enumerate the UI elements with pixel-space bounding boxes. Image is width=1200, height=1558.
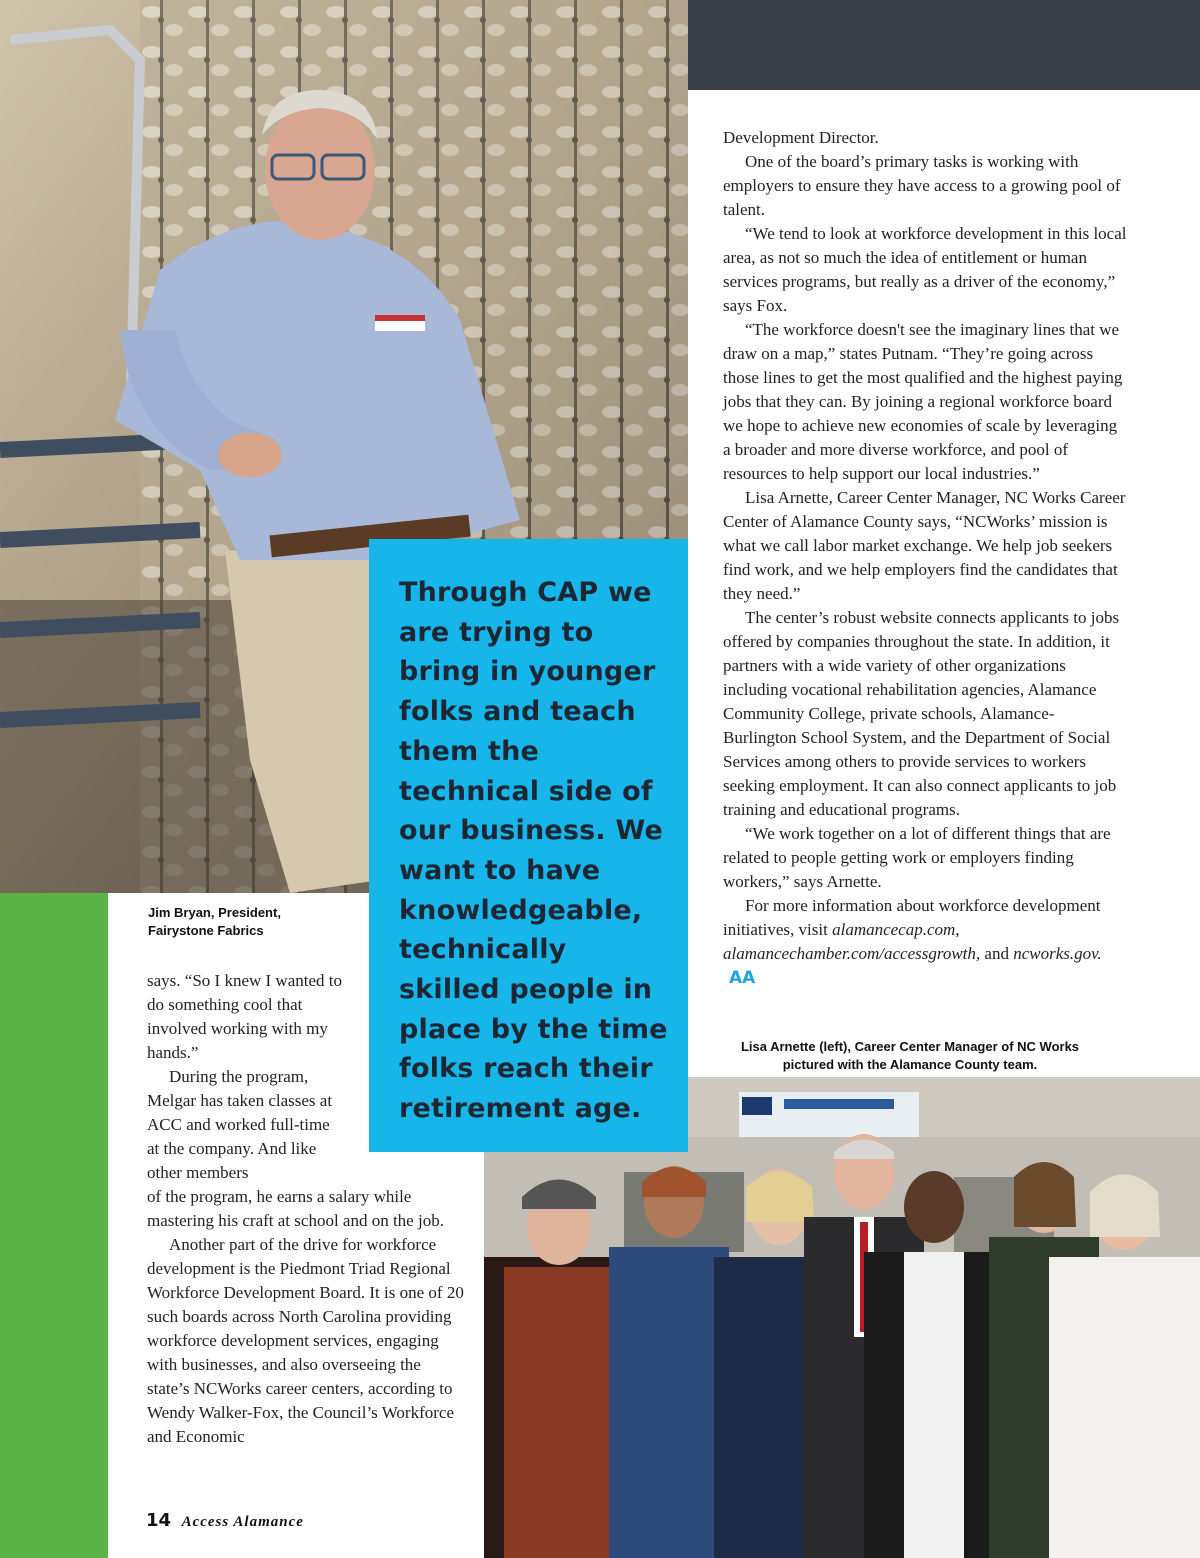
side-green-bar <box>0 893 108 1558</box>
page-footer <box>146 1510 304 1531</box>
caption-lisa-line1: Lisa Arnette (left), Career Center Manager of NC Works <box>740 1039 1080 1054</box>
caption-jim-line1: Jim Bryan, President, <box>148 905 281 920</box>
body-paragraph: of the program, he earns a salary while mastering his craft at school and on the job. <box>147 1187 444 1230</box>
and-word: and <box>984 944 1009 963</box>
caption-lisa-line2: pictured with the Alamance County team. <box>782 1057 1038 1072</box>
page-number: 14 <box>146 1510 172 1531</box>
end-mark-logo: AA <box>729 968 756 988</box>
header-dark-bar <box>688 0 1200 90</box>
pull-quote-box <box>369 539 688 1152</box>
left-column-paragraph-1 <box>147 969 357 1065</box>
right-column <box>723 126 1128 990</box>
caption-jim-line2: Fairystone Fabrics <box>148 923 264 938</box>
link-ncworks[interactable]: ncworks.gov. <box>1013 944 1102 963</box>
body-paragraph: Lisa Arnette, Career Center Manager, NC Works Career Center of Alamance County says, “NCWorks’ mission is what we call labor market exchange. We help job seekers find work, and we help employers find the candidates that they need.” <box>723 488 1126 603</box>
body-paragraph: Another part of the drive for workforce development is the Piedmont Triad Regional Workforce Development Board. It is one of 20 such boards across North Carolina providing workforce development services, engaging with businesses, and also overseeing the state’s NCWorks career centers, according to Wendy Walker-Fox, the Council’s Workforce and Economic <box>147 1235 464 1446</box>
body-paragraph: “The workforce doesn't see the imaginary lines that we draw on a map,” states Putnam. “They’re going across those lines to get the most qualified and the highest paying jobs that they can. By joining a regional workforce board we hope to achieve new economies of scale by leveraging a broader and more diverse workforce, and pool of resources to help support our local industries.” <box>723 320 1123 483</box>
body-paragraph: The center’s robust website connects applicants to jobs offered by companies throughout the state. In addition, it partners with a wide variety of other organizations including vocational rehabilitation agencies, Alamance Community College, private schools, Alamance-Burlington School System, and the Department of Social Services among others to provide services to workers seeking employment. It can also connect applicants to job training and educational programs. <box>723 608 1120 819</box>
caption-jim-bryan <box>148 904 358 940</box>
body-paragraph: “We work together on a lot of different things that are related to people getting work or employers finding workers,” says Arnette. <box>723 824 1111 891</box>
body-paragraph: One of the board’s primary tasks is working with employers to ensure they have access to a growing pool of talent. <box>723 152 1121 219</box>
links-lead-text: For more information about workforce development initiatives, visit <box>723 896 1101 939</box>
body-paragraph: During the program, Melgar has taken classes at ACC and worked full-time at the company. And like other members <box>147 1067 333 1182</box>
pull-quote-text: Through CAP we are trying to bring in younger folks and teach them the technical side of our business. We want to have knowledgeable, technically skilled people in place by the time folks reach their retirement age. <box>399 577 668 1125</box>
magazine-name: Access Alamance <box>181 1514 304 1530</box>
body-paragraph: Development Director. <box>723 128 879 147</box>
body-paragraph: says. “So I knew I wanted to do something cool that involved working with my hands.” <box>147 971 342 1062</box>
caption-lisa-arnette <box>700 1038 1120 1074</box>
link-alamancechamber[interactable]: alamancechamber.com/accessgrowth, <box>723 944 981 963</box>
body-paragraph-links <box>723 894 1128 990</box>
left-column-paragraph-3 <box>147 1185 467 1449</box>
body-paragraph: “We tend to look at workforce development in this local area, as not so much the idea of entitlement or human services programs, but really as a driver of the economy,” says Fox. <box>723 224 1127 315</box>
link-alamancecap[interactable]: alamancecap.com, <box>832 920 960 939</box>
left-column-paragraph-2 <box>147 1065 337 1185</box>
